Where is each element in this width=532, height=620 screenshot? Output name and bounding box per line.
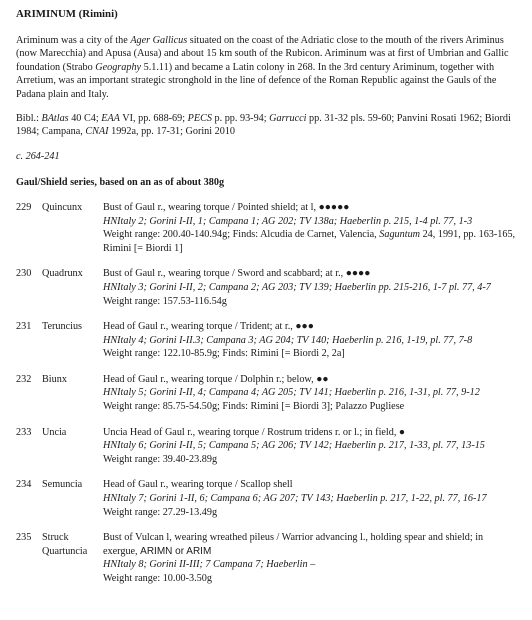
entry-references: HNItaly 6; Gorini I-II, 5; Campana 5; AG 206; TV 142; Haeberlin p. 217, 1-33, pl. 77, 13-15 <box>103 440 485 452</box>
intro-italic: Ager Gallicus <box>130 34 188 46</box>
entry-weight: Weight range: 39.40-23.89g <box>103 453 218 465</box>
entry-weight: Weight range: 10.00-3.50g <box>103 573 212 584</box>
entry-denomination: Quincunx <box>42 201 83 213</box>
entry-description <box>103 531 518 558</box>
intro-text: 5.1.11) and became a Latin colony in 268. In the 3rd century Ariminum, together with Arretium, was an important strategic stronghold in the line of defence of the Roman Republic against the Gauls of the Padana plain and Italy. <box>16 61 497 100</box>
catalog-entry-233 <box>16 426 518 467</box>
entry-references: HNItaly 7; Gorini 1-II, 6; Campana 6; AG 207; TV 143; Haeberlin p. 217, 1-22, pl. 77, 16-17 <box>103 493 487 505</box>
bibl-text: 1992a, pp. 17-31; Gorini 2010 <box>108 126 236 138</box>
entry-description: Bust of Gaul r., wearing torque / Pointed shield; at l, ●●●●● <box>103 201 350 213</box>
catalog-entry-231 <box>16 320 518 361</box>
catalog-entry-235 <box>16 531 518 585</box>
denomination-line: Struck <box>42 532 69 544</box>
entry-references: HNItaly 3; Gorini I-II, 2; Campana 2; AG 203; TV 139; Haeberlin pp. 215-216, 1-7 pl. 77, 4-7 <box>103 281 491 293</box>
entry-description: Uncia Head of Gaul r., wearing torque / Rostrum tridens r. or l.; in field, ● <box>103 426 406 438</box>
intro-text: Ariminum was a city of the <box>16 34 131 46</box>
bibl-text: 40 C4; <box>68 112 102 124</box>
entry-body <box>103 531 518 585</box>
entry-references: HNItaly 8; Gorini II-III; 7 Campana 7; Haeberlin – <box>103 559 316 571</box>
bibl-italic: EAA <box>101 112 120 124</box>
entry-denomination <box>42 531 103 585</box>
entry-number: 232 <box>16 373 32 385</box>
entry-number: 234 <box>16 479 32 491</box>
entry-number: 233 <box>16 426 32 438</box>
intro-paragraph <box>16 34 518 102</box>
entry-weight <box>103 228 518 255</box>
bibl-italic: CNAI <box>85 126 109 138</box>
entry-weight: Weight range: 85.75-54.50g; Finds: Rimini [= Biordi 3]; Palazzo Pugliese <box>103 401 405 413</box>
catalog-entry-229 <box>16 201 518 255</box>
entry-references: HNItaly 2; Gorini I-II, 1; Campana 1; AG 202; TV 138a; Haeberlin p. 215, 1-4 pl. 77, 1-3 <box>103 215 473 227</box>
entry-denomination: Biunx <box>42 373 67 385</box>
entry-denomination: Teruncius <box>42 321 83 333</box>
entry-body <box>103 320 518 361</box>
bibl-text: pp. 31-32 pls. 59-60; Panvini Rosati 1962; Biordi 1984; Campana, <box>16 112 511 138</box>
entry-body <box>103 201 518 255</box>
entry-denomination: Quadrunx <box>42 268 83 280</box>
entry-number: 230 <box>16 268 32 280</box>
entry-references: HNItaly 5; Gorini I-II, 4; Campana 4; AG 205; TV 141; Haeberlin p. 216, 1-31, pl. 77, 9-12 <box>103 387 480 399</box>
catalog-entry-230 <box>16 267 518 308</box>
entry-number: 229 <box>16 201 32 213</box>
catalog-entry-234 <box>16 478 518 519</box>
coin-legend: ARIMN or ARIM <box>140 545 212 557</box>
series-heading: Gaul/Shield series, based on an as of about 380g <box>16 177 225 189</box>
entry-body <box>103 373 518 414</box>
entry-body <box>103 426 518 467</box>
entry-denomination: Semuncia <box>42 479 83 491</box>
intro-italic: Geography <box>95 61 142 73</box>
weight-text: Weight range: 200.40-140.94g; Finds: Alcudia de Carnet, Valencia, <box>103 229 380 241</box>
bibl-italic: Garrucci <box>269 112 307 124</box>
entry-body <box>103 478 518 519</box>
catalog-entry-232 <box>16 373 518 414</box>
bibl-text: p. pp. 93-94; <box>211 112 270 124</box>
entry-description: Head of Gaul r., wearing torque / Scallop shell <box>103 479 293 491</box>
entry-weight: Weight range: 27.29-13.49g <box>103 506 218 518</box>
intro-text: situated on the coast of the Adriatic close to the mouth of the rivers Ariminus (now Marecchia) and Apusa (Ausa) and about 15 km south of the Rubicon. Ariminum was at first of Umbrian and Gallic foundation (Strabo <box>16 34 509 73</box>
entry-weight: Weight range: 157.53-116.54g <box>103 295 227 307</box>
entry-body <box>103 267 518 308</box>
entry-description: Head of Gaul r., wearing torque / Trident; at r., ●●● <box>103 321 314 333</box>
entry-weight: Weight range: 122.10-85.9g; Finds: Rimini [= Biordi 2, 2a] <box>103 348 345 360</box>
weight-text: 24, 1991, pp. 163-165, Rimini [= Biordi 1] <box>103 229 516 254</box>
bibl-text: VI, pp. 688-69; <box>119 112 188 124</box>
entry-denomination: Uncia <box>42 426 67 438</box>
entry-number: 231 <box>16 321 32 333</box>
description-text: Bust of Vulcan l, wearing wreathed pileus / Warrior advancing l., holding spear and shield; in exergue, <box>103 532 484 557</box>
entry-references: HNItaly 4; Gorini I-II.3; Campana 3; AG 204; TV 140; Haeberlin p. 216, 1-19, pl. 77, 7-8 <box>103 334 473 346</box>
period-heading: c. 264-241 <box>16 150 60 162</box>
bibl-text: Bibl.: <box>16 112 42 124</box>
entry-description: Bust of Gaul r., wearing torque / Sword and scabbard; at r., ●●●● <box>103 268 371 280</box>
denomination-line: Quartuncia <box>42 545 88 557</box>
city-title: ARIMINUM (Rimini) <box>16 8 118 20</box>
bibl-italic: BAtlas <box>41 112 69 124</box>
bibl-italic: PECS <box>187 112 212 124</box>
bibliography <box>16 112 518 139</box>
entry-description: Head of Gaul r., wearing torque / Dolphin r.; below, ●● <box>103 373 329 385</box>
weight-italic: Saguntum <box>379 229 421 241</box>
entry-number: 235 <box>16 532 32 544</box>
